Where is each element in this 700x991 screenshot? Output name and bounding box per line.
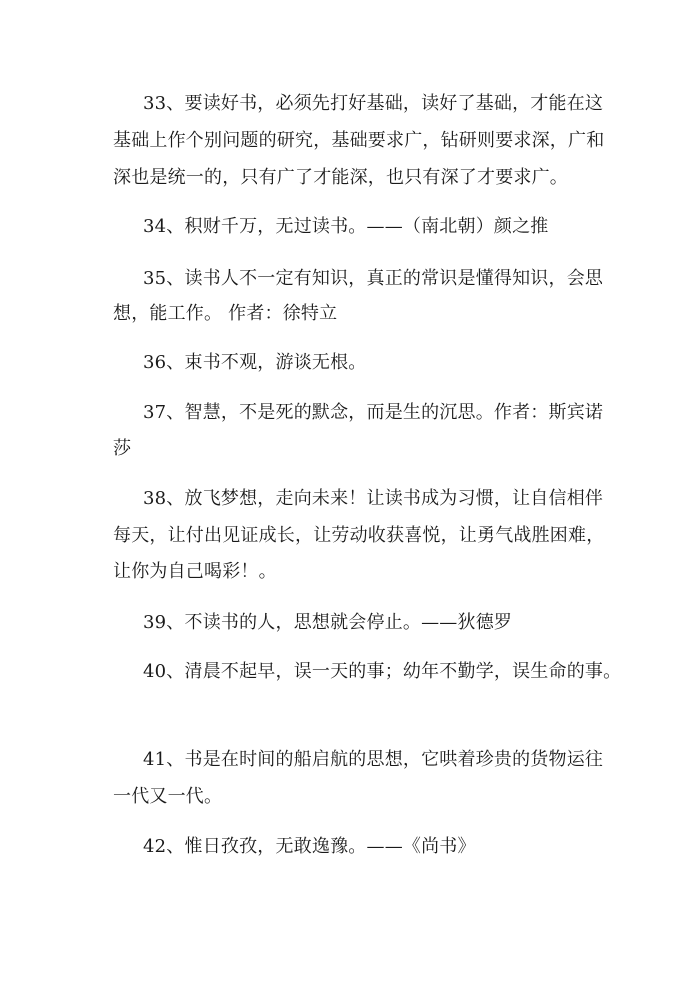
quote-37-line-1: 37、智慧，不是死的默念，而是生的沉思。作者：斯宾诺 — [143, 402, 604, 423]
quote-39-line-1: 39、不读书的人，思想就会停止。——狄德罗 — [143, 612, 513, 633]
quote-34-line-1: 34、积财千万，无过读书。——（南北朝）颜之推 — [143, 216, 549, 237]
quote-38-line-3: 让你为自己喝彩！。 — [113, 561, 277, 582]
quote-38-line-2: 每天，让付出见证成长，让劳动收获喜悦，让勇气战胜困难， — [113, 525, 605, 546]
quote-41-line-2: 一代又一代。 — [113, 786, 223, 807]
quote-41-line-1: 41、书是在时间的船启航的思想，它哄着珍贵的货物运往 — [143, 749, 604, 770]
quote-36-line-1: 36、束书不观，游谈无根。 — [143, 352, 367, 373]
quote-38-line-1: 38、放飞梦想，走向未来！让读书成为习惯，让自信相伴 — [143, 488, 604, 509]
quote-33-line-2: 基础上作个别问题的研究，基础要求广，钻研则要求深，广和 — [113, 130, 605, 151]
quote-33-line-3: 深也是统一的，只有广了才能深，也只有深了才要求广。 — [113, 167, 568, 188]
quote-35-line-2: 想，能工作。 作者：徐特立 — [113, 303, 338, 324]
quote-42-line-1: 42、惟日孜孜，无敢逸豫。——《尚书》 — [143, 836, 476, 857]
quote-35-line-1: 35、读书人不一定有知识，真正的常识是懂得知识，会思 — [143, 268, 604, 289]
quote-40-line-1: 40、清晨不起早，误一天的事；幼年不勤学，误生命的事。 — [143, 661, 622, 682]
quote-33-line-1: 33、要读好书，必须先打好基础，读好了基础，才能在这 — [143, 93, 604, 114]
quote-37-line-2: 莎 — [113, 438, 132, 459]
